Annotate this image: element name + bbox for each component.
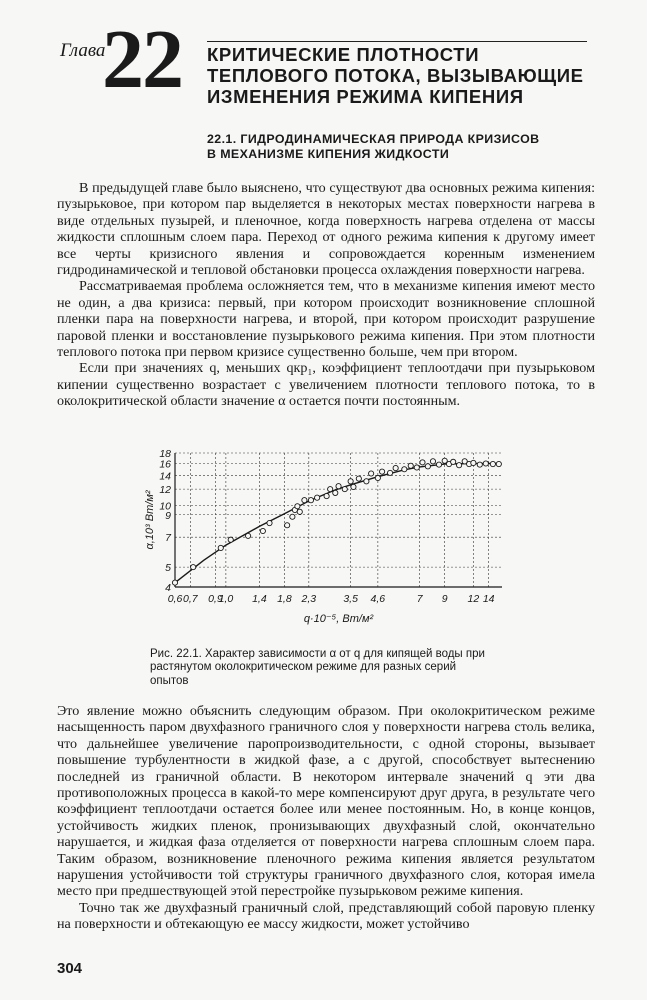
chapter-title bbox=[207, 44, 597, 107]
data-point bbox=[308, 498, 313, 503]
data-point bbox=[218, 545, 223, 550]
y-tick-label: 7 bbox=[165, 532, 171, 545]
x-tick-label: 0,7 bbox=[183, 593, 198, 605]
data-point bbox=[393, 465, 398, 470]
data-point bbox=[402, 467, 407, 472]
data-point bbox=[245, 533, 250, 538]
data-point bbox=[451, 459, 456, 464]
page-number: 304 bbox=[57, 960, 83, 977]
data-point bbox=[324, 493, 329, 498]
data-point bbox=[408, 463, 413, 468]
y-tick-label: 16 bbox=[159, 458, 171, 471]
chapter-word: Глава bbox=[60, 40, 106, 61]
data-point bbox=[336, 484, 341, 489]
trend-curve bbox=[175, 464, 499, 583]
data-point bbox=[302, 498, 307, 503]
data-point bbox=[425, 464, 430, 469]
paragraph: Рассматриваемая проблема осложняется тем, что в механизме кипения имеют место не один, а два кризиса: первый, при котором происходит возникновение сплошной пленки пара на поверхности нагрева, и второй, при котором происходит разрушение паровой пленки и восстановление пузырькового режима кипения. При этом плотности теплового потока при первом кризисе существенно больше, чем при втором. bbox=[57, 278, 595, 361]
chapter-title-line: ИЗМЕНЕНИЯ РЕЖИМА КИПЕНИЯ bbox=[207, 86, 524, 107]
data-point bbox=[172, 580, 177, 585]
section-title-line: 22.1. ГИДРОДИНАМИЧЕСКАЯ ПРИРОДА КРИЗИСОВ bbox=[207, 132, 540, 146]
chapter-title-line: ТЕПЛОВОГО ПОТОКА, ВЫЗЫВАЮЩИЕ bbox=[207, 65, 584, 86]
data-point bbox=[351, 484, 356, 489]
data-point bbox=[348, 479, 353, 484]
paragraph: Если при значениях q, меньших qкр₁, коэффициент теплоотдачи при пузырьковом кипении существенно возрастает с увеличением плотности теплового потока, то в околокритической области значение α остается почти постоянным. bbox=[57, 360, 595, 410]
figure-22-1 bbox=[140, 440, 520, 645]
data-point bbox=[285, 523, 290, 528]
caption-line: опытов bbox=[150, 674, 189, 687]
x-tick-label: 14 bbox=[482, 593, 495, 605]
data-point bbox=[356, 476, 361, 481]
data-point bbox=[477, 462, 482, 467]
x-tick-label: 4,6 bbox=[370, 593, 386, 605]
data-point bbox=[430, 459, 435, 464]
x-tick-label: 0,9 bbox=[208, 593, 223, 605]
caption-line: Рис. 22.1. Характер зависимости α от q для кипящей воды при bbox=[150, 648, 485, 660]
data-point bbox=[414, 465, 419, 470]
caption-line: растянутом околокритическом режиме для разных серий bbox=[150, 661, 457, 674]
data-point bbox=[315, 495, 320, 500]
data-point bbox=[496, 461, 501, 466]
y-tick-label: 9 bbox=[165, 509, 171, 522]
chart bbox=[140, 440, 520, 645]
x-axis-label: q·10⁻⁵, Вт/м² bbox=[303, 613, 374, 625]
x-tick-label: 7 bbox=[416, 593, 423, 605]
grid bbox=[175, 453, 502, 587]
section-title bbox=[207, 132, 587, 162]
x-tick-label: 3,5 bbox=[343, 593, 358, 605]
data-points bbox=[172, 458, 501, 585]
x-tick-label: 1,4 bbox=[252, 593, 267, 605]
paragraph: Точно так же двухфазный граничный слой, представляющий собой паровую пленку на поверхности и обтекающую ее массу жидкости, может устойчиво bbox=[57, 899, 595, 933]
data-point bbox=[191, 565, 196, 570]
x-tick-label: 1,8 bbox=[277, 593, 292, 605]
y-tick-label: 5 bbox=[165, 562, 171, 575]
x-tick-label: 9 bbox=[441, 593, 448, 605]
chapter-title-line: КРИТИЧЕСКИЕ ПЛОТНОСТИ bbox=[207, 44, 480, 65]
x-tick-label: 1,0 bbox=[218, 593, 234, 605]
data-point bbox=[260, 528, 265, 533]
section-title-line: В МЕХАНИЗМЕ КИПЕНИЯ ЖИДКОСТИ bbox=[207, 147, 450, 161]
data-point bbox=[490, 461, 495, 466]
data-point bbox=[436, 462, 441, 467]
data-point bbox=[364, 479, 369, 484]
data-point bbox=[297, 509, 302, 514]
data-point bbox=[342, 487, 347, 492]
data-point bbox=[333, 490, 338, 495]
y-tick-label: 14 bbox=[159, 470, 171, 483]
data-point bbox=[483, 461, 488, 466]
data-point bbox=[295, 504, 300, 509]
data-point bbox=[456, 463, 461, 468]
data-point bbox=[387, 470, 392, 475]
y-tick-label: 4 bbox=[165, 582, 171, 594]
paragraph: Это явление можно объяснить следующим образом. При околокритическом режиме насыщенность паром двухфазного граничного слоя у поверхности нагрева столь велика, что дальнейшее увеличение паропроизводительности, с одной стороны, вызывает повышение турбулентности в жидкой фазе, а с другой, способствует вытеснению последней из граничной области. В некотором интервале значений q эти два противоположных процесса в какой-то мере компенсируют друг друга, в результате чего коэффициент теплоотдачи остается более или менее постоянным. Но, в конце концов, устойчивость жидких пленок, пронизывающих двухфазный слой, окончательно нарушается, и жидкая фаза отделяется от поверхности нагрева сплошным слоем пара. Таким образом, возникновение пленочного режима кипения является результатом нарушения устойчивости той структуры граничного двухфазного слоя, которая имела место при предшествующей этой перестройке пузырьковом режиме кипения. bbox=[57, 703, 595, 900]
data-point bbox=[379, 469, 384, 474]
data-point bbox=[228, 537, 233, 542]
paragraph: В предыдущей главе было выяснено, что существуют два основных режима кипения: пузырьковое, при котором пар выделяется в некоторых местах поверхности нагрева в виде отдельных пузырей, и пленочное, когда поверхность нагрева отделена от массы жидкости сплошным слоем пара. Переход от одного режима кипения к другому имеет все черты кризисного явления и сопровождается коренным изменением гидродинамической и тепловой обстановки процесса охлаждения поверхности нагрева. bbox=[57, 180, 595, 279]
data-point bbox=[375, 475, 380, 480]
x-tick-labels bbox=[168, 593, 495, 605]
data-point bbox=[369, 471, 374, 476]
chapter-number: 22 bbox=[102, 13, 182, 106]
y-tick-label: 10 bbox=[159, 500, 171, 513]
y-tick-labels bbox=[159, 448, 172, 594]
x-tick-label: 2,3 bbox=[301, 593, 317, 605]
chapter-rule bbox=[207, 41, 587, 42]
data-point bbox=[471, 460, 476, 465]
x-tick-label: 12 bbox=[467, 593, 480, 605]
data-point bbox=[267, 520, 272, 525]
data-point bbox=[290, 514, 295, 519]
data-point bbox=[420, 460, 425, 465]
y-tick-label: 12 bbox=[159, 484, 171, 497]
figure-caption bbox=[150, 648, 516, 688]
x-tick-label: 0,6 bbox=[167, 593, 183, 605]
y-axis-label: α,10³ Вт/м² bbox=[144, 490, 156, 550]
body-text-top bbox=[57, 180, 595, 410]
data-point bbox=[328, 487, 333, 492]
body-text-bottom bbox=[57, 703, 595, 933]
y-tick-label: 18 bbox=[159, 448, 171, 460]
